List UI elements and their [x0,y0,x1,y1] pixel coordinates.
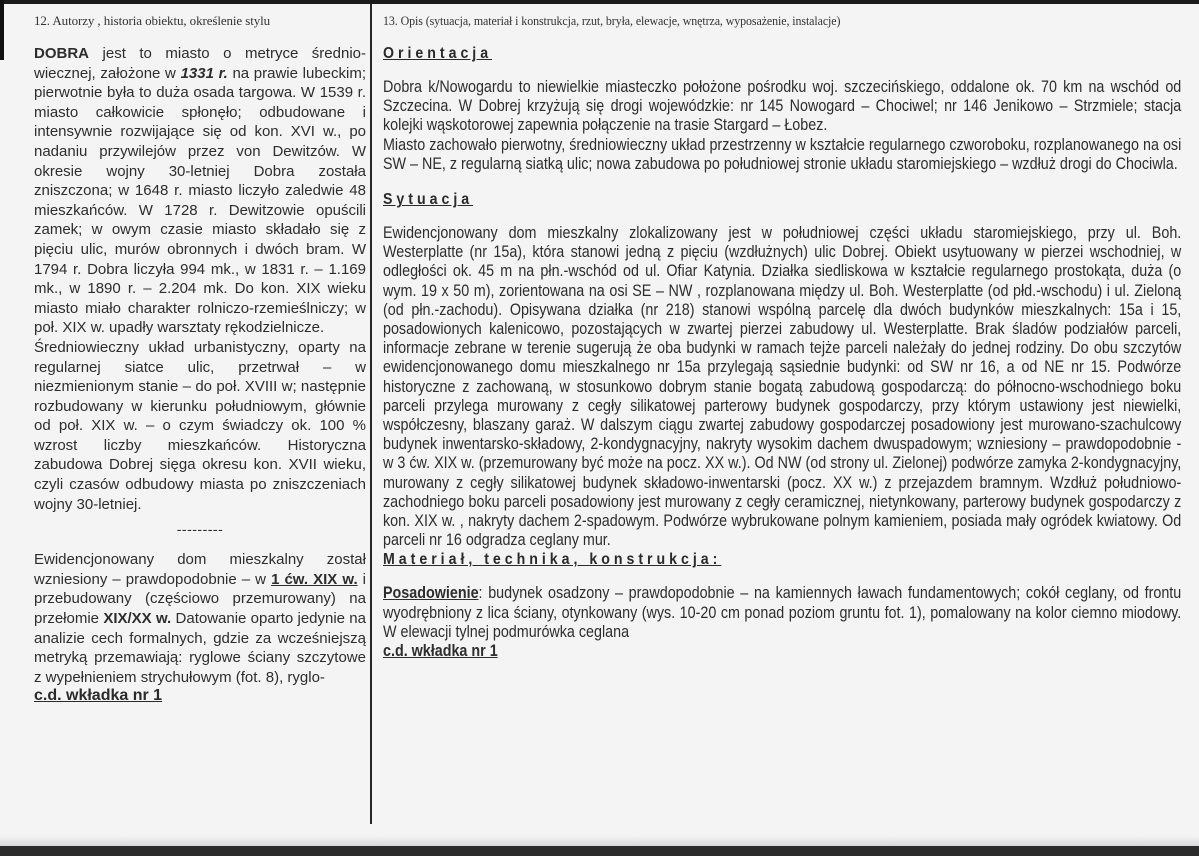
field-13-description [383,10,1181,661]
history-paragraph-2: Średniowieczny układ urbanistyczny, oparty na regularnej siatce ulic, przetrwał – w niezmienionym stanie – do poł. XVIII w; następnie rozbudowany w kierunku południowym, głównie od poł. XIX w. – o czym świadczy ok. 100 % wzrost liczby mieszkańców. Historyczna zabudowa Dobrej sięga okresu kon. XVII wieku, czyli czasów odbudowy miasta po zniszczeniach wojny 30-letniej. [34,338,366,513]
field-12-history [34,10,366,705]
field-13-label: 13. Opis (sytuacja, materiał i konstrukcja, rzut, bryła, elewacje, wnętrza, wyposażenie, instalacje) [383,13,841,28]
field-12-label: 12. Autorzy , historia obiektu, określenie stylu [34,13,271,28]
heading-sytuacja: Sytuacja [383,191,474,209]
scan-shadow-bottom [0,836,1199,846]
heading-material: Materiał, technika, konstrukcja: [383,551,722,569]
history-text-run: na prawie lubeckim; pierwotnie była to duża osada targowa. W 1539 r. miasto całkowicie spłonęło; odbudowane i intensywnie rozwijające się od kon. XVI w., po nadaniu przywilejów przez von Dewitzów. W okresie wojny 30-letniej Dobra została zniszczona; w 1648 r. miasto liczyło zaledwie 48 mieszkańców. W 1728 r. Dewitzowie opuścili zamek; w owym czasie miasto składało się z pięciu ulic, murów obronnych i dwóch bram. W 1794 r. Dobra liczyła 994 mk., w 1831 r. – 1.169 mk., w 1890 r. – 2.204 mk. Do kon. XIX wieku miasto miało charakter rolniczo-rzemieślniczy; w poł. XIX w. upadły warsztaty rękodzielnicze. [34,64,366,337]
posadowienie-text: : budynek osadzony – prawdopodobnie – na kamiennych ławach fundamentowych; cokół ceglany, od frontu wyodrębniony z lica ściany, otynkowany (wys. 10-20 cm ponad poziom gruntu fot. 1), pomalowany na kolor ciemno miodowy. W elewacji tylnej podmurówka ceglana [383,584,1182,641]
scan-edge-top [0,0,1199,4]
column-divider [370,4,372,824]
orientacja-paragraph-2: Miasto zachowało pierwotny, średniowieczny układ przestrzenny w kształcie regularnego czworoboku, rozplanowanego na osi SW – NE, z regularną siatką ulic; nowa zabudowa po południowej stronie układu staromiejskiego – wzdłuż drogi do Chociwla. [383,135,1182,173]
dating-text-run: Datowanie oparto jedynie na analizie cech formalnych, gdzie za wcześniejszą metryką przemawiają: ryglowe ściany szczytowe z wypełnieniem strychułowym (fot. 8), ryglo- [34,610,366,686]
orientacja-paragraph-1: Dobra k/Nowogardu to niewielkie miasteczko położone pośrodku woj. szczecińskiego, oddalone ok. 70 km na wschód od Szczecina. W Dobrej krzyżują się drogi wojewódzkie: nr 145 Nowogard – Chociwel; nr 146 Jenikowo – Strzmiele; stacja kolejki wąskotorowej zapewnia połączenie na trasie Stargard – Łobez. [383,78,1182,135]
dating-text-run: i przebudowany (częściowo przemurowany) na przełomie [34,570,367,628]
dating-paragraph [34,550,366,687]
sytuacja-paragraph: Ewidencjonowany dom mieszkalny zlokalizowany jest w południowej części układu staromiejskiego, przy ul. Boh. Westerplatte (nr 15a), która stanowi jedną z pięciu (wzdłużnych) ulic Dobrej. Obiekt usytuowany w pierzei wschodniej, w odległości ok. 45 m na płn.-wschód od ul. Ofiar Katynia. Działka siedliskowa w kształcie regularnego prostokąta, duża (o wym. 19 x 50 m), zorientowana na osi SE – NW , rozplanowana między ul. Boh. Westerplatte (od płd.-wschodu) i ul. Zieloną (od płn.-zachodu). Opisywana działka (nr 218) stanowi wspólną parcelę dla dwóch budynków mieszkalnych: 15a i 15, posadowionych kalenicowo, pozostających w zwartej pierzei zabudowy ul. Westerplatte. Brak śladów podziałów parceli, informacje zebrane w terenie sugerują że oba budynki w ramach tejże parceli należały do jednej rodziny. Do obu szczytów ewidencjonowanego domu mieszkalnego nr 15a przylegają sąsiednie budynki: od SW nr 16, a od NE nr 15. Podwórze historyczne z zachowaną, w stosunkowo dobrym stanie bogatą zabudową gospodarczą: do północno-wschodniego boku parceli przylega murowany z cegły silikatowej parterowy budynek gospodarczy, przy którym ustawiony jest niewielki, współczesny, blaszany garaż. W dalszym ciągu zwartej zabudowy gospodarczej posadowiony jest murowano-szachulcowy budynek inwentarsko-składowy, 2-kondygnacyjny, nakryty wysokim dachem dwuspadowym; wzniesiony – prawdopodobnie - w 3 ćw. XIX w. (przemurowany być może na pocz. XX w.). Od NW (od strony ul. Zielonej) podwórze zamyka 2-kondygnacyjny, murowany z cegły silikatowej budynek składowo-inwentarski (pocz. XX w.) z przejazdem bramnym. Wzdłuż południowo-zachodniego boku parceli posadowiony jest murowany z cegły ceramicznej, nietynkowany, parterowy budynek gospodarczy z kon. XIX w. , nakryty dachem 2-spadowym. Podwórze wybrukowane polnym kamieniem, posiada mały ogródek kwiatowy. Od parceli nr 16 odgradza ceglany mur. [383,224,1182,550]
founding-year: 1331 r. [180,64,228,82]
heading-orientacja: Orientacja [383,45,493,62]
section-separator: --------- [176,521,224,538]
continued-insert-reference-right: c.d. wkładka nr 1 [383,642,498,661]
scan-edge-bottom [0,846,1199,856]
construction-date: 1 ćw. XIX w. [271,570,358,588]
history-text-run: jest to miasto o metryce średniowiecznej, założone w [34,45,366,82]
history-text [34,44,366,705]
continued-insert-reference: c.d. wkładka nr 1 [34,687,163,705]
posadowienie-paragraph [383,584,1181,642]
description-text [383,44,1181,661]
posadowienie-label: Posadowienie [383,584,479,603]
town-name: DOBRA [34,45,89,62]
scan-edge-left [0,0,4,60]
history-paragraph-1 [34,44,366,338]
dating-text-run: Ewidencjonowany dom mieszkalny został wzniesiony – prawdopodobnie – w [34,551,366,588]
rebuild-date: XIX/XX w. [103,610,172,628]
